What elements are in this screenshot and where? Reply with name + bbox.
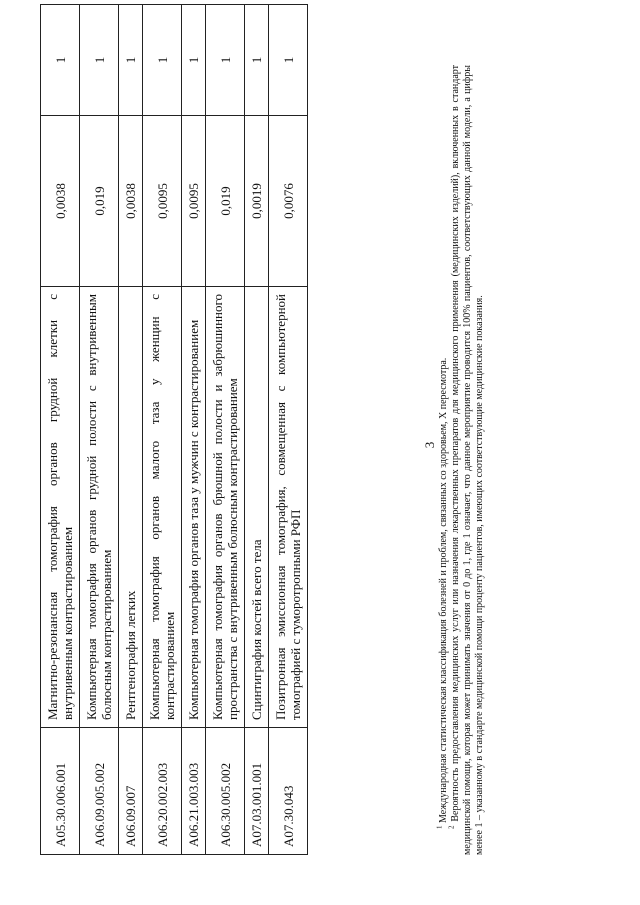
medical-services-table: [40, 4, 308, 855]
frequency-value: 0,019: [80, 116, 119, 287]
multiplicity-value: 1: [119, 5, 143, 116]
page-number: 3: [422, 441, 437, 449]
table-row: [206, 5, 245, 855]
service-code: A06.30.005.002: [206, 728, 245, 855]
footnote: [435, 65, 450, 855]
table-row: [269, 5, 308, 855]
table-row: [80, 5, 119, 855]
rotated-sheet: [20, 25, 580, 865]
service-name: Компьютерная томография органов брюшной полости и забрюшинного пространства с внутривенным болюсным контрастированием: [206, 287, 245, 728]
multiplicity-value: 1: [41, 5, 80, 116]
table-row: [245, 5, 269, 855]
footnote-mark: 1: [435, 825, 444, 829]
service-name: Сцинтиграфия костей всего тела: [245, 287, 269, 728]
footnote-text: Международная статистическая классификация болезней и проблем, связанных со здоровьем, X пересмотра.: [438, 357, 449, 823]
frequency-value: 0,0095: [143, 116, 182, 287]
service-code: A06.09.007: [119, 728, 143, 855]
multiplicity-value: 1: [206, 5, 245, 116]
multiplicity-value: 1: [269, 5, 308, 116]
service-name: Компьютерная томография органов таза у мужчин с контрастированием: [182, 287, 206, 728]
footnote-text: Вероятность предоставления медицинских услуг или назначения лекарственных препаратов для медицинского применения (медицинских изделий), включенных в стандарт медицинской помощи, которая может принимать значения от 0 до 1, где 1 означает, что данное мероприятие проводится 100% пациентов, соответствующих данной модели, а цифры менее 1 – указанному в стандарте медицинской помощи проценту пациентов, имеющих соответствующие медицинские показания.: [450, 65, 485, 855]
frequency-value: 0,0038: [41, 116, 80, 287]
service-code: A06.09.005.002: [80, 728, 119, 855]
footnote: [447, 65, 486, 855]
multiplicity-value: 1: [143, 5, 182, 116]
frequency-value: 0,0019: [245, 116, 269, 287]
table-row: [143, 5, 182, 855]
service-code: A06.20.002.003: [143, 728, 182, 855]
table-row: [182, 5, 206, 855]
service-name: Компьютерная томография органов малого таза у женщин с контрастированием: [143, 287, 182, 728]
frequency-value: 0,0095: [182, 116, 206, 287]
frequency-value: 0,019: [206, 116, 245, 287]
frequency-value: 0,0076: [269, 116, 308, 287]
service-name: Компьютерная томография органов грудной полости с внутривенным болюсным контрастированием: [80, 287, 119, 728]
service-code: A06.21.003.003: [182, 728, 206, 855]
service-code: A05.30.006.001: [41, 728, 80, 855]
service-code: A07.03.001.001: [245, 728, 269, 855]
multiplicity-value: 1: [182, 5, 206, 116]
service-name: Позитронная эмиссионная томография, совмещенная с компьютерной томографией с туморотропными РФП: [269, 287, 308, 728]
multiplicity-value: 1: [245, 5, 269, 116]
table-row: [41, 5, 80, 855]
footnote-mark: 2: [447, 825, 456, 829]
footnotes: [435, 65, 486, 855]
multiplicity-value: 1: [80, 5, 119, 116]
frequency-value: 0,0038: [119, 116, 143, 287]
service-code: A07.30.043: [269, 728, 308, 855]
service-name: Магнитно-резонансная томография органов грудной клетки с внутривенным контрастированием: [41, 287, 80, 728]
service-name: Рентгенография легких: [119, 287, 143, 728]
table-row: [119, 5, 143, 855]
